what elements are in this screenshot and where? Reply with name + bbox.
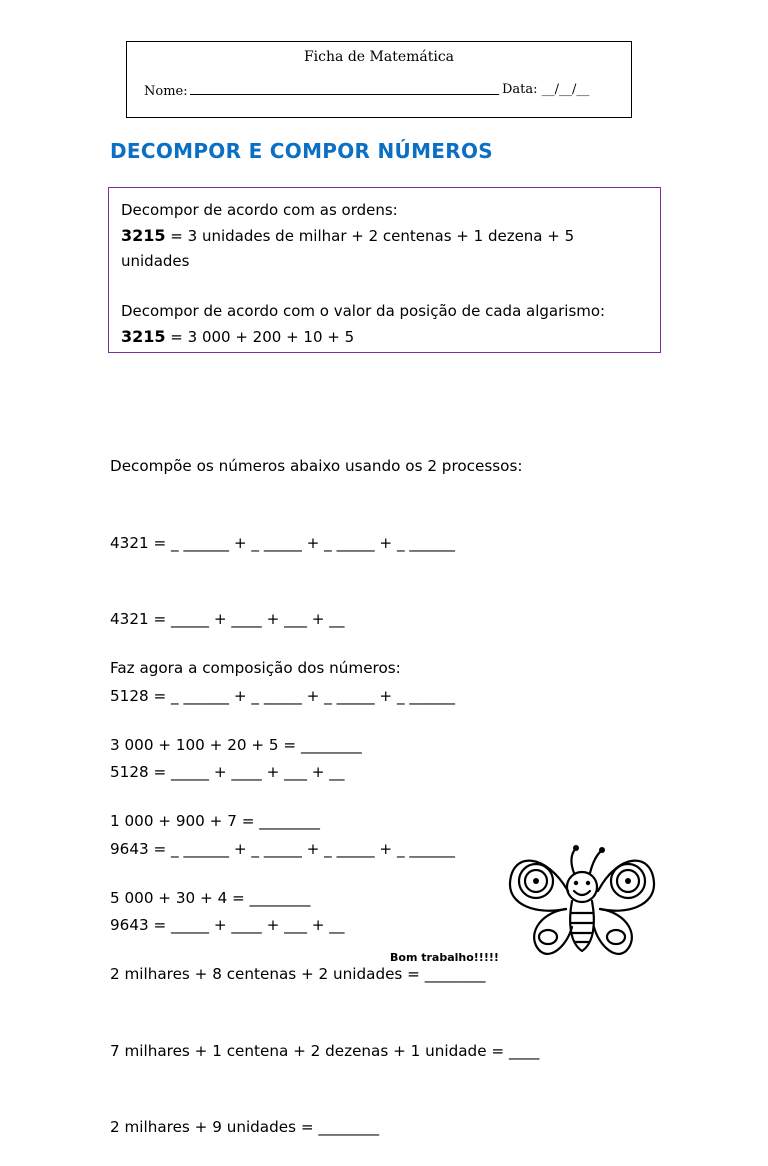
example-line-1: Decompor de acordo com as ordens: (121, 201, 398, 219)
compose-section (110, 605, 539, 1166)
name-blank-line (190, 82, 499, 95)
name-label: Nome: (144, 84, 188, 99)
name-field (144, 82, 499, 99)
exercise-line: 1 000 + 900 + 7 = ________ (110, 812, 321, 830)
compose-instruction: Faz agora a composição dos números: (110, 659, 401, 677)
exercise-line: 4321 = _ ______ + _ _____ + _ _____ + _ ______ (110, 533, 455, 552)
butterfly-icon (506, 843, 656, 965)
example-line-3: unidades (121, 252, 190, 270)
exercise-line: 5128 = _ ______ + _ _____ + _ _____ + _ ______ (110, 686, 455, 705)
exercise-line: 7 milhares + 1 centena + 2 dezenas + 1 unidade = ____ (110, 1041, 540, 1060)
example-decomposition-2: = 3 000 + 200 + 10 + 5 (165, 328, 355, 346)
worksheet-title: Ficha de Matemática (303, 49, 455, 65)
exercise-line: 4321 = _____ + ____ + ___ + __ (110, 610, 345, 628)
worksheet-header (126, 41, 632, 118)
example-line-2 (121, 223, 648, 249)
exercise-line: 2 milhares + 9 unidades = ________ (110, 1118, 380, 1136)
decompose-instruction: Decompõe os números abaixo usando os 2 processos: (110, 457, 523, 475)
example-number-1: 3215 (121, 226, 166, 245)
exercise-line: 9643 = _____ + ____ + ___ + __ (110, 916, 345, 934)
footer-message: Bom trabalho!!!!! (390, 951, 499, 964)
exercise-line: 5 000 + 30 + 4 = ________ (110, 888, 311, 907)
exercise-line: 9643 = _ ______ + _ _____ + _ _____ + _ ______ (110, 839, 455, 858)
date-field: Data: __/__/__ (502, 82, 590, 97)
example-decomposition-1: = 3 unidades de milhar + 2 centenas + 1 dezena + 5 (165, 227, 575, 245)
spacer (121, 274, 648, 299)
exercise-line: 2 milhares + 8 centenas + 2 unidades = ________ (110, 965, 486, 983)
example-line-5 (121, 324, 648, 350)
page-title: DECOMPOR E COMPOR NÚMEROS (110, 139, 493, 163)
exercise-line: 3 000 + 100 + 20 + 5 = ________ (110, 735, 362, 754)
exercise-line: 5128 = _____ + ____ + ___ + __ (110, 763, 345, 781)
example-number-2: 3215 (121, 327, 166, 346)
example-box (108, 187, 661, 353)
example-line-4: Decompor de acordo com o valor da posição de cada algarismo: (121, 302, 606, 320)
